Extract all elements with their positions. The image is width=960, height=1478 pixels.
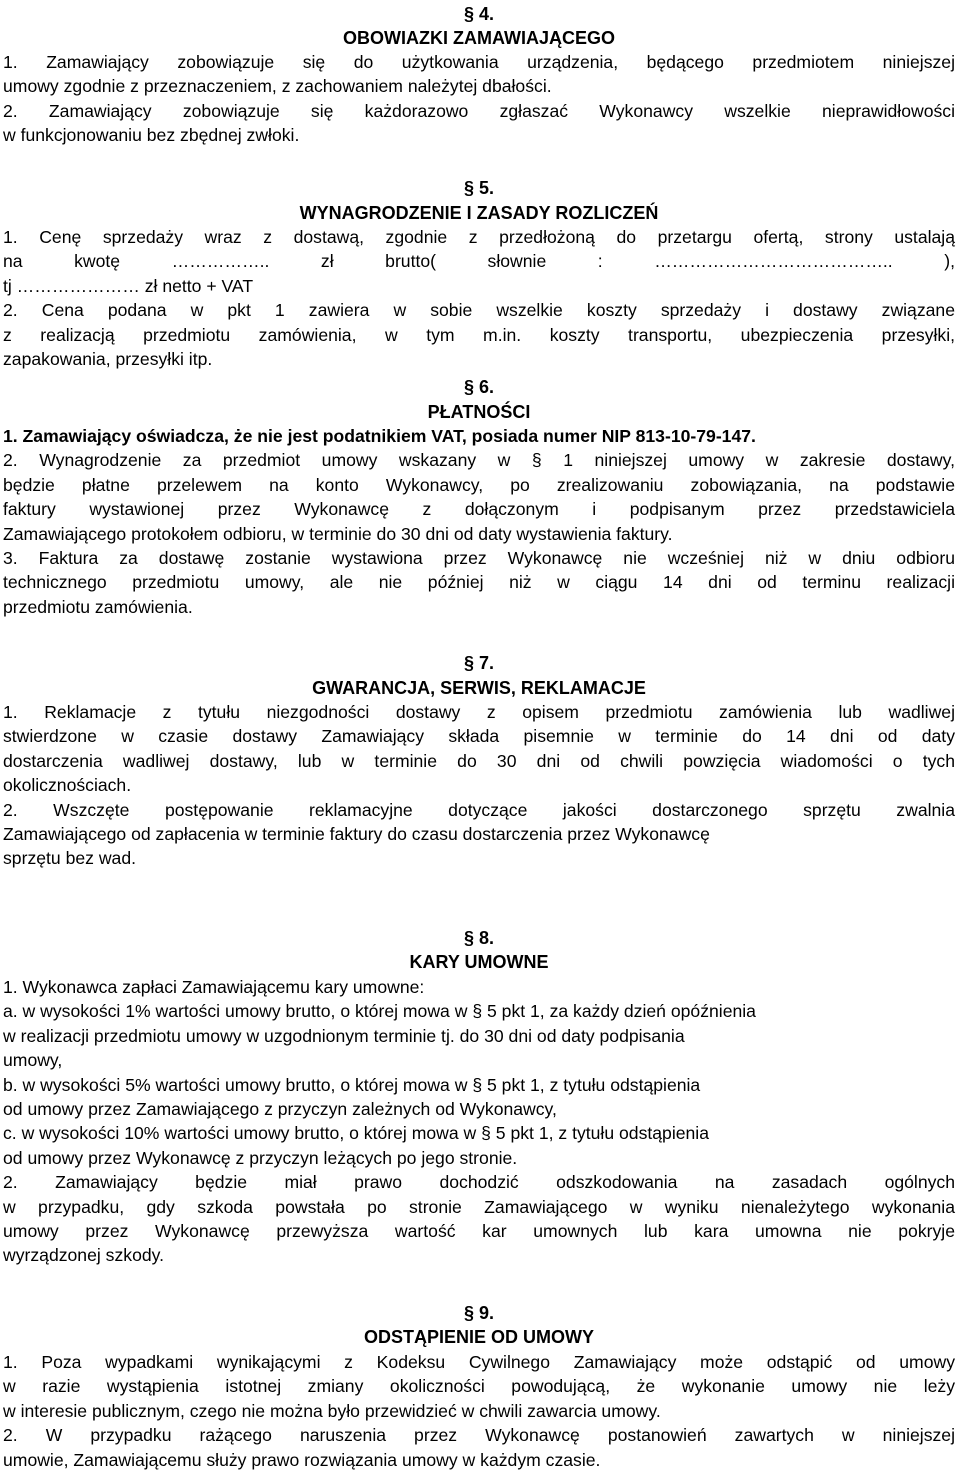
paragraph-line: zapakowania, przesyłki itp.	[3, 349, 213, 369]
paragraph-line: sprzętu bez wad.	[3, 848, 137, 869]
paragraph-line: wyrządzonej szkody.	[3, 1245, 165, 1266]
paragraph-line: 2. Cena podana w pkt 1 zawiera w sobie wszelkie koszty sprzedaży i dostawy związane	[3, 300, 955, 321]
paragraph-line: stwierdzone w czasie dostawy Zamawiający składa pisemnie w terminie do 14 dni od daty	[3, 726, 955, 747]
paragraph-line: umowy zgodnie z przeznaczeniem, z zachowaniem należytej dbałości.	[3, 76, 552, 97]
paragraph-line: 1. Poza wypadkami wynikającymi z Kodeksu Cywilnego Zamawiający może odstąpić od umowy	[3, 1352, 955, 1372]
paragraph-line: od umowy przez Wykonawcę z przyczyn leżących po jego stronie.	[3, 1147, 518, 1168]
section-title: KARY UMOWNE	[409, 952, 549, 972]
paragraph-line: a. w wysokości 1% wartości umowy brutto, o której mowa w § 5 pkt 1, za każdy dzień opóźnienia	[3, 1001, 756, 1022]
section-number: § 8.	[463, 928, 495, 948]
paragraph-line: od umowy przez Zamawiającego z przyczyn zależnych od Wykonawcy,	[3, 1099, 557, 1119]
paragraph-line: 1. Wykonawca zapłaci Zamawiającemu kary umowne:	[3, 977, 425, 997]
paragraph-line: 2. Zamawiający zobowiązuje się każdorazowo zgłaszać Wykonawcy wszelkie nieprawidłowości	[3, 100, 955, 121]
paragraph-line: będzie płatne przelewem na konto Wykonawcy, po zrealizowaniu zobowiązania, na podstawie	[3, 474, 955, 495]
paragraph-line: 1. Zamawiający oświadcza, że nie jest podatnikiem VAT, posiada numer NIP 813-10-79-147.	[3, 426, 756, 446]
paragraph-line: 2. Wszczęte postępowanie reklamacyjne dotyczące jakości dostarczonego sprzętu zwalnia	[3, 799, 955, 820]
section-number: § 4.	[463, 4, 495, 24]
paragraph-line: tj ………………… zł netto + VAT	[3, 275, 254, 296]
section-title: WYNAGRODZENIE I ZASADY ROZLICZEŃ	[299, 203, 659, 223]
paragraph-line: dostarczenia wadliwej dostawy, lub w terminie do 30 dni od chwili powzięcia wiadomości o tych	[3, 750, 955, 771]
paragraph-line: w funkcjonowaniu bez zbędnej zwłoki.	[3, 125, 300, 146]
paragraph-line: w razie wystąpienia istotnej zmiany okoliczności powodującą, że wykonanie umowy nie leży	[3, 1376, 955, 1397]
section-title: GWARANCJA, SERWIS, REKLAMACJE	[312, 678, 646, 698]
paragraph-line: okolicznościach.	[3, 775, 132, 796]
section-title: OBOWIAZKI ZAMAWIAJĄCEGO	[343, 28, 615, 48]
paragraph-line: faktury wystawionej przez Wykonawcę z dołączonym i podpisanym przez przedstawiciela	[3, 499, 955, 520]
paragraph-line: umowie, Zamawiającemu służy prawo rozwiązania umowy w każdym czasie.	[3, 1449, 601, 1470]
section-number: § 9.	[463, 1303, 495, 1323]
paragraph-line: umowy przez Wykonawcę przewyższa wartość kar umownych lub kara umowna nie pokryje	[3, 1221, 955, 1241]
paragraph-line: przedmiotu zamówienia.	[3, 596, 193, 617]
paragraph-line: 2. W przypadku rażącego naruszenia przez Wykonawcę postanowień zawartych w niniejszej	[3, 1425, 955, 1446]
paragraph-line: 3. Faktura za dostawę zostanie wystawiona przez Wykonawcę nie wcześniej niż w dniu odbioru	[3, 548, 955, 568]
paragraph-line: c. w wysokości 10% wartości umowy brutto, o której mowa w § 5 pkt 1, z tytułu odstąpienia	[3, 1123, 710, 1144]
paragraph-line: 1. Cenę sprzedaży wraz z dostawą, zgodnie z przedłożoną do przetargu ofertą, strony ustalają	[3, 227, 955, 247]
paragraph-line: technicznego przedmiotu umowy, ale nie później niż w ciągu 14 dni od terminu realizacji	[3, 572, 955, 593]
section-title: ODSTĄPIENIE OD UMOWY	[363, 1327, 594, 1347]
paragraph-line: 2. Wynagrodzenie za przedmiot umowy wskazany w § 1 niniejszej umowy w zakresie dostawy,	[3, 450, 955, 471]
paragraph-line: w przypadku, gdy szkoda powstała po stronie Zamawiającego w wyniku nienależytego wykonania	[3, 1196, 955, 1217]
paragraph-line: w realizacji przedmiotu umowy w uzgodnionym terminie tj. do 30 dni od daty podpisania	[3, 1025, 685, 1046]
paragraph-line: na kwotę …………….. zł brutto( słownie : ………………………………….. ),	[3, 251, 955, 272]
paragraph-line: b. w wysokości 5% wartości umowy brutto, o której mowa w § 5 pkt 1, z tytułu odstąpienia	[3, 1074, 701, 1095]
section-title: PŁATNOŚCI	[427, 402, 531, 422]
paragraph-line: 1. Reklamacje z tytułu niezgodności dostawy z opisem przedmiotu zamówienia lub wadliwej	[3, 702, 955, 722]
section-number: § 5.	[463, 178, 495, 198]
paragraph-line: w interesie publicznym, czego nie można było przewidzieć w chwili zawarcia umowy.	[3, 1400, 661, 1421]
paragraph-line: 1. Zamawiający zobowiązuje się do użytkowania urządzenia, będącego przedmiotem niniejszej	[3, 52, 955, 72]
paragraph-line: Zamawiającego protokołem odbioru, w terminie do 30 dni od daty wystawienia faktury.	[3, 523, 673, 544]
section-number: § 7.	[463, 653, 495, 673]
section-number: § 6.	[463, 377, 495, 397]
paragraph-line: Zamawiającego od zapłacenia w terminie faktury do czasu dostarczenia przez Wykonawcę	[3, 824, 710, 844]
paragraph-line: umowy,	[3, 1050, 63, 1071]
paragraph-line: 2. Zamawiający będzie miał prawo dochodzić odszkodowania na zasadach ogólnych	[3, 1172, 955, 1193]
paragraph-line: z realizacją przedmiotu zamówienia, w tym m.in. koszty transportu, ubezpieczenia przesyłki,	[3, 324, 955, 345]
